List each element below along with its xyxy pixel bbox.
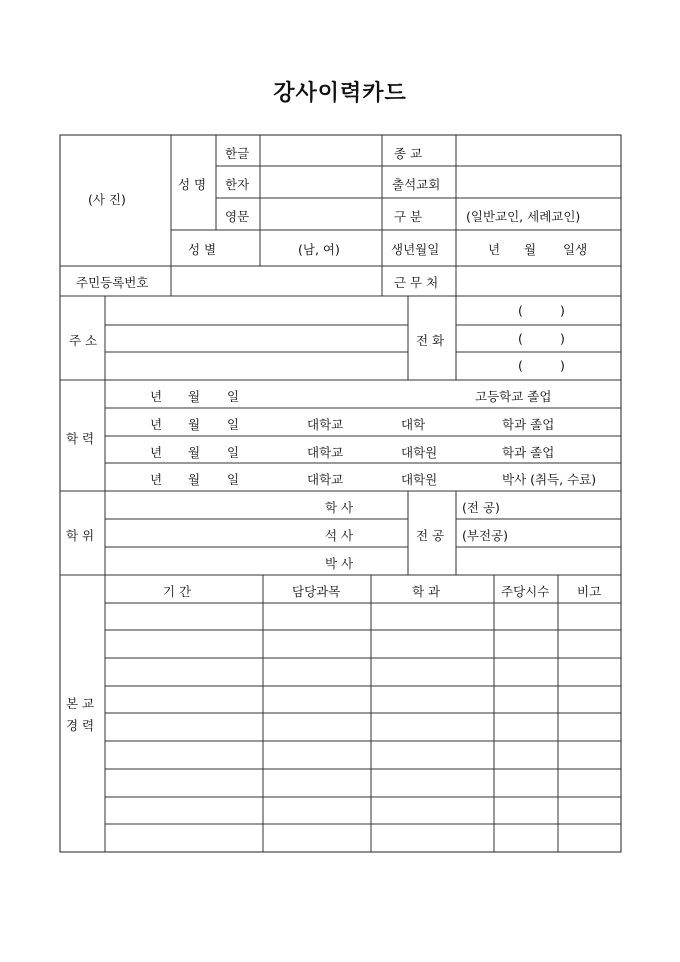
edu-row1-year: 년 [150,389,163,404]
career-label-1: 본 교 [66,696,95,711]
edu-row4-day: 일 [227,472,240,487]
birth-label: 생년월일 [391,242,440,257]
degree-doctor: 박 사 [325,556,354,571]
career-header-hours: 주당시수 [501,584,550,599]
name-hanja-field[interactable] [262,175,380,195]
name-hangul-label: 한글 [225,146,250,161]
gender-value[interactable]: (남, 여) [298,242,340,257]
edu-row3-month: 월 [188,445,201,460]
edu-row3-suffix: 학과 졸업 [502,445,555,460]
name-hanja-label: 한자 [225,177,250,192]
name-english-label: 영문 [225,209,250,224]
category-hint: (일반교인, 세례교인) [466,209,581,224]
edu-row2-suffix: 학과 졸업 [502,417,555,432]
edu-row4-suffix: 박사 (취득, 수료) [502,472,597,487]
edu-row3-year: 년 [150,445,163,460]
resident-no-field[interactable] [175,270,375,292]
minor-value: (부전공) [462,528,508,543]
career-header-period: 기 간 [163,584,192,599]
category-label: 구 분 [394,209,423,224]
resident-no-label: 주민등록번호 [76,275,149,290]
edu-row4-year: 년 [150,472,163,487]
edu-row2-year: 년 [150,417,163,432]
career-header-subject: 담당과목 [292,584,341,599]
birth-month: 월 [524,242,537,257]
phone-label: 전 화 [416,333,445,348]
career-label-2: 경 력 [66,718,95,733]
edu-row1-day: 일 [227,389,240,404]
phone-1-open: ( [518,303,523,318]
workplace-label: 근 무 처 [394,275,439,290]
edu-row3-day: 일 [227,445,240,460]
name-label: 성 명 [178,177,207,192]
edu-row1-suffix: 고등학교 졸업 [475,389,552,404]
edu-row4-grad: 대학원 [401,472,438,487]
religion-label: 종 교 [394,146,423,161]
edu-row2-month: 월 [188,417,201,432]
address-label: 주 소 [69,333,98,348]
gender-label: 성 별 [188,242,217,257]
phone-1-close: ) [560,303,565,318]
birth-day: 일생 [563,242,588,257]
degree-master: 석 사 [325,528,354,543]
church-label: 출석교회 [392,177,441,192]
career-header-note: 비고 [577,584,602,599]
phone-2-open: ( [518,331,523,346]
degree-bachelor: 학 사 [325,500,354,515]
phone-3-close: ) [560,358,565,373]
edu-row4-university: 대학교 [307,472,344,487]
edu-row2-college: 대학 [401,417,426,432]
degree-label: 학 위 [66,528,95,543]
career-header-dept: 학 과 [412,584,441,599]
education-label: 학 력 [66,431,95,446]
edu-row2-university: 대학교 [307,417,344,432]
major-value: (전 공) [462,500,500,515]
edu-row3-university: 대학교 [307,445,344,460]
phone-2-close: ) [560,331,565,346]
phone-3-open: ( [518,358,523,373]
edu-row1-month: 월 [188,389,201,404]
name-english-field[interactable] [262,207,380,227]
edu-row3-grad: 대학원 [401,445,438,460]
edu-row4-month: 월 [188,472,201,487]
page-title: 강사이력카드 [273,80,407,106]
name-hangul-field[interactable] [262,144,380,164]
edu-row2-day: 일 [227,417,240,432]
photo-placeholder: (사 진) [88,192,126,207]
form-border [60,135,621,852]
major-label: 전 공 [416,528,445,543]
birth-year: 년 [488,242,501,257]
